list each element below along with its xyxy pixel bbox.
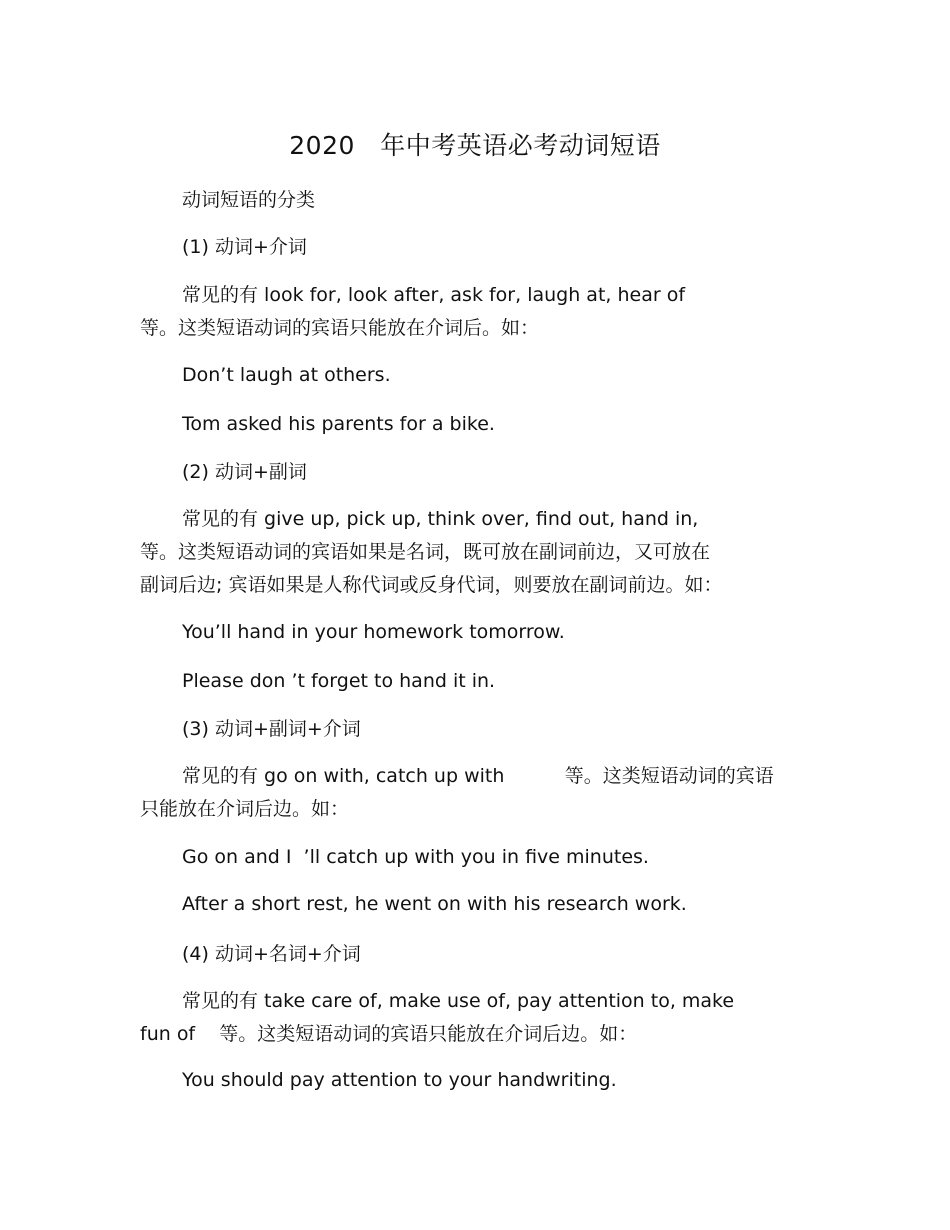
intro-text: 动词短语的分类 [182,189,316,211]
description-line: 副词后边; 宾语如果是人称代词或反身代词，则要放在副词前边。如： [140,574,723,596]
description-line: 等。这类短语动词的宾语如果是名词，既可放在副词前边，又可放在 [140,541,711,563]
section-3-heading: (3) 动词+副词+介词 [182,718,361,740]
section-2-example-1: You’ll hand in your homework tomorrow. [182,621,565,643]
description-line: 常见的有 look for, look after, ask for, laugh at, hear of [182,284,686,306]
section-1-description [140,279,862,345]
section-1-example-1: Don’t laugh at others. [182,364,391,386]
section-3-description [140,760,862,826]
section-2-heading: (2) 动词+副词 [182,461,307,483]
description-line: 常见的有 take care of, make use of, pay attention to, make [182,990,735,1012]
description-line: 常见的有 go on with, catch up with 等。这类短语动词的宾语 [182,765,774,787]
section-2-description [140,503,862,602]
section-4-example-1: You should pay attention to your handwriting. [182,1069,617,1091]
description-line: 等。这类短语动词的宾语只能放在介词后。如： [140,317,540,339]
section-4-heading: (4) 动词+名词+介词 [182,943,361,965]
description-line: fun of 等。这类短语动词的宾语只能放在介词后边。如： [140,1023,638,1045]
section-3-example-1: Go on and I ’ll catch up with you in five minutes. [182,846,649,868]
section-3-example-2: After a short rest, he went on with his research work. [182,893,687,915]
section-4-description [140,985,862,1051]
section-2-example-2: Please don ’t forget to hand it in. [182,670,496,692]
description-line: 常见的有 give up, pick up, think over, find out, hand in, [182,508,699,530]
description-line: 只能放在介词后边。如： [140,798,350,820]
section-1-heading: (1) 动词+介词 [182,236,307,258]
section-1-example-2: Tom asked his parents for a bike. [182,413,495,435]
page-title: 2020 年中考英语必考动词短语 [289,131,661,160]
